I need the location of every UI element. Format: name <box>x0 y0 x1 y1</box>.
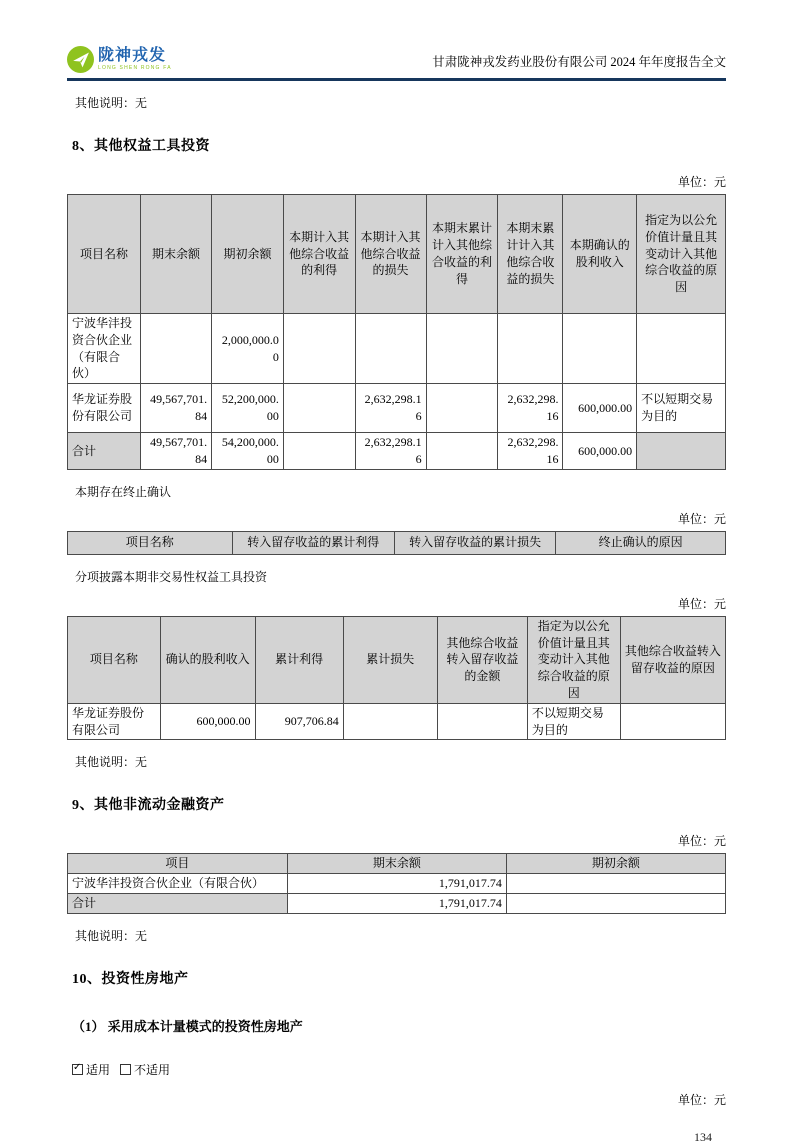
table-cell: 600,000.00 <box>563 384 637 433</box>
table-cell <box>437 703 527 740</box>
table1-header-row <box>68 195 726 314</box>
total-label-cell: 合计 <box>68 893 288 913</box>
table-cell: 不以短期交易为目的 <box>527 703 620 740</box>
table-cell: 2,000,000.00 <box>212 314 284 384</box>
applicability-line <box>72 1061 726 1078</box>
table-cell <box>637 314 726 384</box>
column-header: 项目名称 <box>68 531 233 554</box>
table-cell: 600,000.00 <box>160 703 255 740</box>
column-header: 项目 <box>68 854 288 874</box>
table-row <box>68 314 726 384</box>
noncurrent-financial-assets-table <box>67 853 726 913</box>
column-header: 项目名称 <box>68 616 161 703</box>
column-header: 指定为以公允价值计量且其变动计入其他综合收益的原因 <box>527 616 620 703</box>
column-header: 项目名称 <box>68 195 141 314</box>
column-header: 期初余额 <box>212 195 284 314</box>
column-header: 本期确认的股利收入 <box>563 195 637 314</box>
unit-label-2: 单位：元 <box>677 511 726 526</box>
table4-header-row <box>68 854 726 874</box>
column-header: 本期末累计计入其他综合收益的利得 <box>426 195 498 314</box>
other-note-bottom: 其他说明：无 <box>75 928 148 943</box>
column-header: 本期末累计计入其他综合收益的损失 <box>498 195 563 314</box>
total-row <box>68 893 726 913</box>
section-heading-8: 8、其他权益工具投资 <box>72 139 210 154</box>
column-header: 本期计入其他综合收益的利得 <box>283 195 355 314</box>
table-cell <box>355 314 426 384</box>
column-header: 确认的股利收入 <box>160 616 255 703</box>
table-cell <box>426 314 498 384</box>
item-name-cell: 华龙证券股份有限公司 <box>68 703 161 740</box>
table-cell: 不以短期交易为目的 <box>637 384 726 433</box>
column-header: 其他综合收益转入留存收益的金额 <box>437 616 527 703</box>
company-logo <box>67 46 172 73</box>
unchecked-checkbox-icon <box>120 1064 131 1075</box>
table-cell: 1,791,017.74 <box>287 874 506 894</box>
column-header: 终止确认的原因 <box>556 531 726 554</box>
checked-checkbox-icon <box>72 1064 83 1075</box>
report-title: 甘肃陇神戎发药业股份有限公司 2024 年年度报告全文 <box>432 55 726 69</box>
section-heading-10-1: （1） 采用成本计量模式的投资性房地产 <box>72 1018 303 1034</box>
nontrading-note: 分项披露本期非交易性权益工具投资 <box>75 569 268 584</box>
column-header: 转入留存收益的累计损失 <box>395 531 556 554</box>
other-note-mid: 其他说明：无 <box>75 755 148 770</box>
page-header <box>67 46 726 81</box>
unit-label-3: 单位：元 <box>677 596 726 611</box>
table-cell: 600,000.00 <box>563 433 637 470</box>
table-cell <box>637 433 726 470</box>
applicable-label: 适用 <box>86 1062 111 1077</box>
table-cell <box>283 314 355 384</box>
column-header: 期初余额 <box>506 854 725 874</box>
derecognition-table <box>67 531 726 555</box>
table-row <box>68 874 726 894</box>
table-cell <box>283 384 355 433</box>
table-cell <box>426 433 498 470</box>
column-header: 转入留存收益的累计利得 <box>232 531 395 554</box>
table3-header-row <box>68 616 726 703</box>
unit-label-5: 单位：元 <box>677 1092 726 1107</box>
table-cell: 2,632,298.16 <box>355 433 426 470</box>
table-cell: 1,791,017.74 <box>287 893 506 913</box>
item-name-cell: 宁波华沣投资合伙企业（有限合伙） <box>68 314 141 384</box>
table2-header-row <box>68 531 726 554</box>
unit-label-1: 单位：元 <box>677 175 726 189</box>
table-cell: 2,632,298.16 <box>355 384 426 433</box>
table-cell <box>426 384 498 433</box>
section-heading-9: 9、其他非流动金融资产 <box>72 798 225 814</box>
unit-label-4: 单位：元 <box>677 834 726 849</box>
column-header: 指定为以公允价值计量且其变动计入其他综合收益的原因 <box>637 195 726 314</box>
total-label-cell: 合计 <box>68 433 141 470</box>
derecognition-note: 本期存在终止确认 <box>75 484 172 499</box>
column-header: 本期计入其他综合收益的损失 <box>355 195 426 314</box>
paper-plane-logo-icon <box>67 46 94 73</box>
table-cell: 54,200,000.00 <box>212 433 284 470</box>
column-header: 期末余额 <box>287 854 506 874</box>
table-cell <box>506 874 725 894</box>
table-cell <box>620 703 725 740</box>
logo-company-name-en: LONG SHEN RONG FA <box>98 65 172 71</box>
table-cell: 49,567,701.84 <box>141 384 212 433</box>
total-row <box>68 433 726 470</box>
table-cell <box>283 433 355 470</box>
table-row <box>68 703 726 740</box>
table-cell: 2,632,298.16 <box>498 433 563 470</box>
table-cell: 49,567,701.84 <box>141 433 212 470</box>
column-header: 其他综合收益转入留存收益的原因 <box>620 616 725 703</box>
table-cell: 52,200,000.00 <box>212 384 284 433</box>
table-cell <box>563 314 637 384</box>
page-number: 134 <box>694 1129 712 1144</box>
not-applicable-label: 不适用 <box>134 1062 171 1077</box>
section-heading-10: 10、投资性房地产 <box>72 971 189 987</box>
other-equity-investments-table <box>67 194 726 470</box>
other-note-top: 其他说明：无 <box>75 96 148 110</box>
table-cell <box>343 703 437 740</box>
table-cell <box>498 314 563 384</box>
table-row <box>68 384 726 433</box>
item-name-cell: 宁波华沣投资合伙企业（有限合伙） <box>68 874 288 894</box>
column-header: 期末余额 <box>141 195 212 314</box>
column-header: 累计利得 <box>255 616 343 703</box>
nontrading-equity-table <box>67 616 726 741</box>
table-cell <box>141 314 212 384</box>
table-cell: 2,632,298.16 <box>498 384 563 433</box>
table-cell: 907,706.84 <box>255 703 343 740</box>
table-cell <box>506 893 725 913</box>
logo-company-name: 陇神戎发 <box>98 47 167 64</box>
item-name-cell: 华龙证券股份有限公司 <box>68 384 141 433</box>
column-header: 累计损失 <box>343 616 437 703</box>
